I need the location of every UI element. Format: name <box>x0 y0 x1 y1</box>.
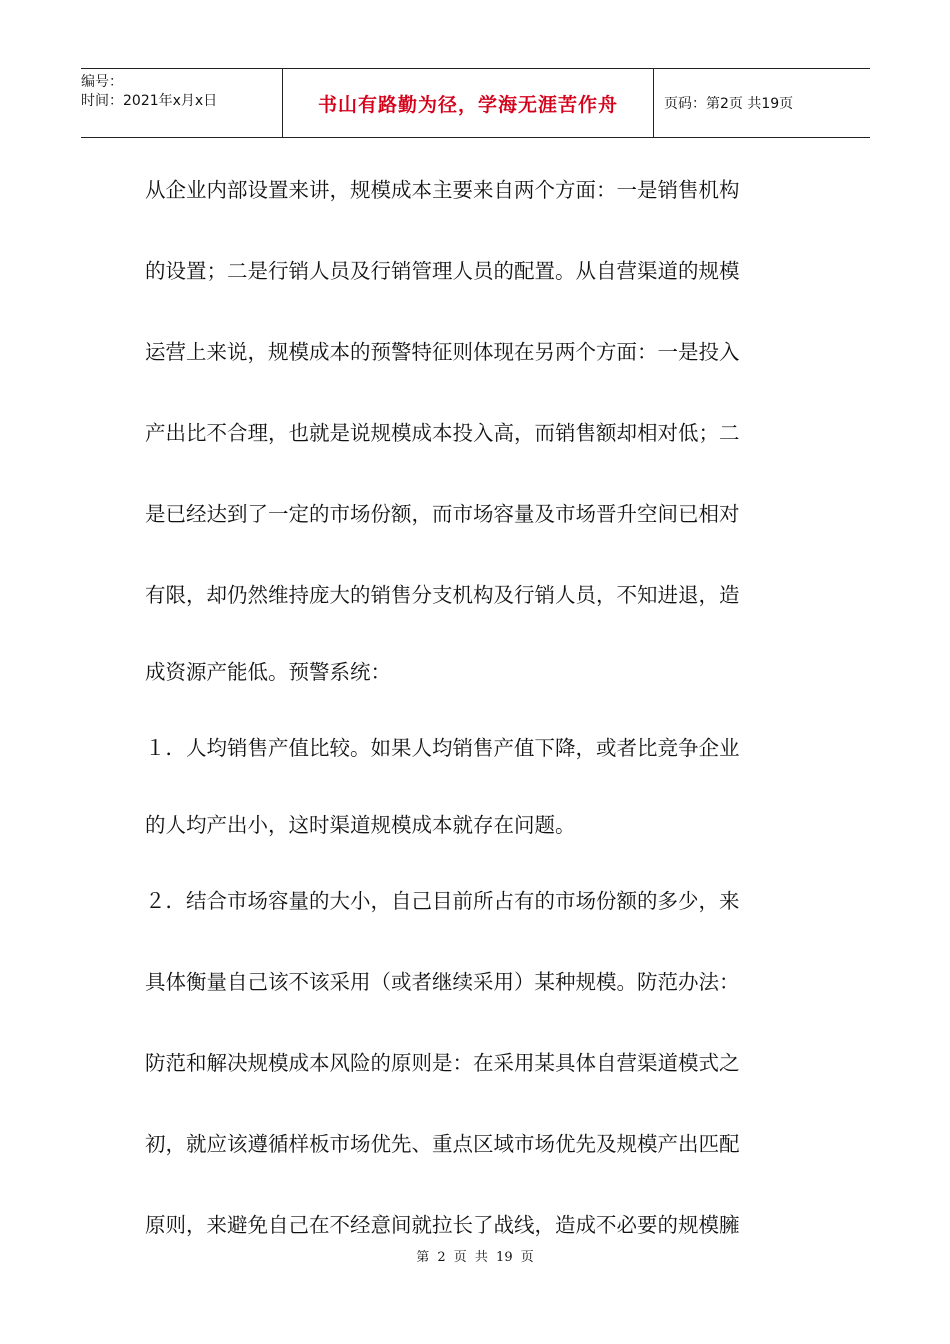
text-line: 具体衡量自己该不该采用（或者继续采用）某种规模。防范办法： <box>145 970 740 994</box>
text-line: 是已经达到了一定的市场份额，而市场容量及市场晋升空间已相对 <box>145 502 740 526</box>
page-header <box>81 68 870 138</box>
text-line: 成资源产能低。预警系统： <box>145 660 391 684</box>
text-line: 从企业内部设置来讲，规模成本主要来自两个方面：一是销售机构 <box>145 178 740 202</box>
text-line: 运营上来说，规模成本的预警特征则体现在另两个方面：一是投入 <box>145 340 740 364</box>
document-body <box>145 150 805 1266</box>
list-item-1: １．人均销售产值比较。如果人均销售产值下降，或者比竞争企业 <box>145 736 740 760</box>
text-line: 的人均产出小，这时渠道规模成本就存在问题。 <box>145 813 576 837</box>
header-page-info: 页码：第2页 共19页 <box>664 96 794 112</box>
text-line: 有限，却仍然维持庞大的销售分支机构及行销人员，不知进退，造 <box>145 583 740 607</box>
text-line: 初，就应该遵循样板市场优先、重点区域市场优先及规模产出匹配 <box>145 1132 740 1156</box>
page-footer: 第 2 页 共 19 页 <box>416 1250 534 1265</box>
text-line: 防范和解决规模成本风险的原则是：在采用某具体自营渠道模式之 <box>145 1051 740 1075</box>
list-item-2: ２．结合市场容量的大小，自己目前所占有的市场份额的多少，来 <box>145 889 740 913</box>
text-line: 的设置；二是行销人员及行销管理人员的配置。从自营渠道的规模 <box>145 259 740 283</box>
number-label: 编号： <box>81 74 123 90</box>
header-meta <box>81 69 283 137</box>
time-label: 时间：2021年x月x日 <box>81 93 218 109</box>
text-line: 产出比不合理，也就是说规模成本投入高，而销售额却相对低；二 <box>145 421 740 445</box>
header-motto: 书山有路勤为径，学海无涯苦作舟 <box>283 69 654 137</box>
text-line: 原则，来避免自己在不经意间就拉长了战线，造成不必要的规模臃 <box>145 1213 740 1237</box>
